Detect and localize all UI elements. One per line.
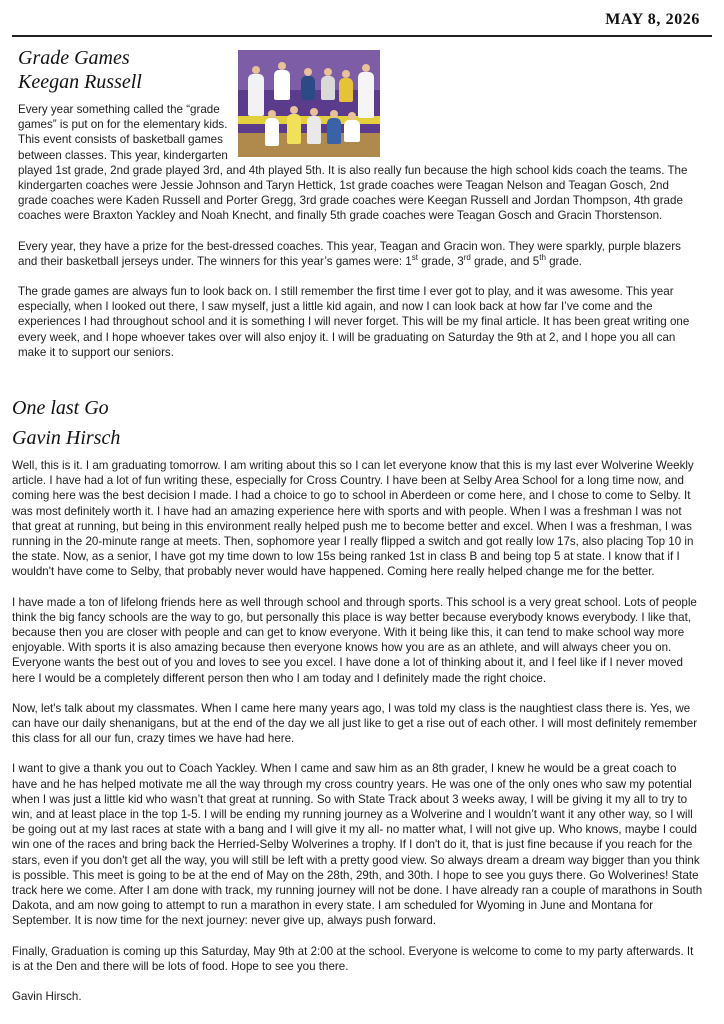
author-signoff: Gavin Hirsch.	[12, 990, 82, 1004]
article-title: Grade Games	[18, 47, 130, 69]
article-one-last-go	[12, 396, 703, 1004]
article-paragraph: Now, let's talk about my classmates. When I came here many years ago, I was told my class is the naughtiest class there is. Yes, we can have our daily shenanigans, but at the end of the day we all just like to get a rise out of each other. I will most definitely remember this class for all our fun, crazy times we have had here.	[12, 701, 698, 746]
article-title: One last Go	[12, 397, 109, 419]
article-author: Gavin Hirsch	[12, 427, 121, 449]
article-paragraph: Every year something called the “grade games” is put on for the elementary kids. This event consists of basketball games between classes. This year, kindergarten played 1st grade, 2nd grade played 3rd, and 4th played 5th. It is also really fun because the high school kids coach the teams. The kindergarten coaches were Jessie Johnson and Taryn Hettick, 1st grade coaches were Teagan Nelson and Teagan Gosch, 2nd grade coaches were Kaden Russell and Porter Gregg, 3rd grade coaches were Keegan Russell and Jordan Thompson, 4th grade coaches were Braxton Yackley and Noah Knecht, and finally 5th grade coaches were Teagan Gosch and Gracin Thorstenson.	[18, 103, 688, 223]
article-paragraph: The grade games are always fun to look back on. I still remember the first time I ever got to play, and it was awesome. This year especially, when I looked out there, I saw myself, just a little kid again, and now I can look back at how far I’ve come and the experiences I had throughout school and it is something I will never forget. This will be my final article. It has been great writing one every week, and I hope whoever takes over will also enjoy it. I will be graduating on Saturday the 9th at 2, and I hope you all can make it to support our seniors.	[18, 285, 690, 359]
article-paragraph: I want to give a thank you out to Coach Yackley. When I came and saw him as an 8th grader, I knew he would be a great coach to have and he has helped motivate me all the way through my cross country years. He was one of the only ones who saw my potential when I was just a little kid who wasn’t that great at running. So with State Track about 3 weeks away, I will be giving it my all to try to win, and at least place in the top 1-5. I will be ending my running journey as a Wolverine and I wouldn’t want it any other way, so I will be going out at my last races at state with a bang and I will give it my all- no matter what, I will not give up. Who knows, maybe I could win one of the races and bring back the Herried-Selby Wolverines a trophy. If I don't do it, that is just fine because if you reach for the stars, even if you don't get all the way, you will still be left with a pretty good view. So always dream a dream way bigger than you think is possible. This meet is going to be at the end of May on the 28th, 29th, and 30th. I hope to see you guys there. Go Wolverines! State track here we come. After I am done with track, my running journey will not be done. I have already ran a couple of marathons in South Dakota, and am now going to attempt to run a marathon in every state. I am scheduled for Wyoming in June and Montana for September. It is now time for the next journey: never give up, always push forward.	[12, 762, 703, 928]
issue-date: MAY 8, 2026	[605, 11, 700, 28]
article-paragraph: Well, this is it. I am graduating tomorrow. I am writing about this so I can let everyone know that this is my last ever Wolverine Weekly article. I have had a lot of fun writing these, especially for Cross Country. I have been at Selby Area School for a long time now, and coming here was the best decision I made. I had a choice to go to school in Aberdeen or come here, and I chose to come to Selby. It was most definitely worth it. I have had an amazing experience here with sports and with people. When I was a freshman I was not that great at running, but being in this environment really helped push me to become better and excel. When I was a freshman, I was running in the 20-minute range at meets. Then, sophomore year I really flipped a switch and got really low 17s, also placing Top 10 in the state. Now, as a senior, I have got my time down to low 15s being ranked 1st in class B and being top 5 at state. I know that if I wouldn't have come to Selby, that probably never would have happened. Coming here really helped change me for the better.	[12, 459, 694, 579]
article-grade-games	[12, 46, 703, 1004]
article-author: Keegan Russell	[18, 71, 142, 93]
article-paragraph: Finally, Graduation is coming up this Saturday, May 9th at 2:00 at the school. Everyone is welcome to come to my party afterwards. It is at the Den and there will be lots of food. Hope to see you there.	[12, 944, 694, 973]
article-paragraph: Every year, they have a prize for the best-dressed coaches. This year, Teagan and Gracin won. They were sparkly, purple blazers and their basketball jerseys under. The winners for this year’s games were: 1st grade, 3rd grade, and 5th grade.	[18, 239, 681, 268]
grade-games-photo	[238, 50, 380, 157]
header-divider	[12, 35, 712, 37]
article-paragraph: I have made a ton of lifelong friends here as well through school and through sports. This school is a very great school. Lots of people think the big fancy schools are the way to go, but personally this place is way better because everybody knows everybody. I like that, because then you are closer with people and can get to know everyone. With it being like this, it can tend to make school way more enjoyable. With sports it is also amazing because then everyone knows how you are as an athlete, and will always cheer you on. Everyone wants the best out of you and loves to see you excel. I have done a lot of thinking about it, and I feel like if I never moved here I would be a completely different person then who I am today and I definitely made the right choice.	[12, 595, 697, 685]
